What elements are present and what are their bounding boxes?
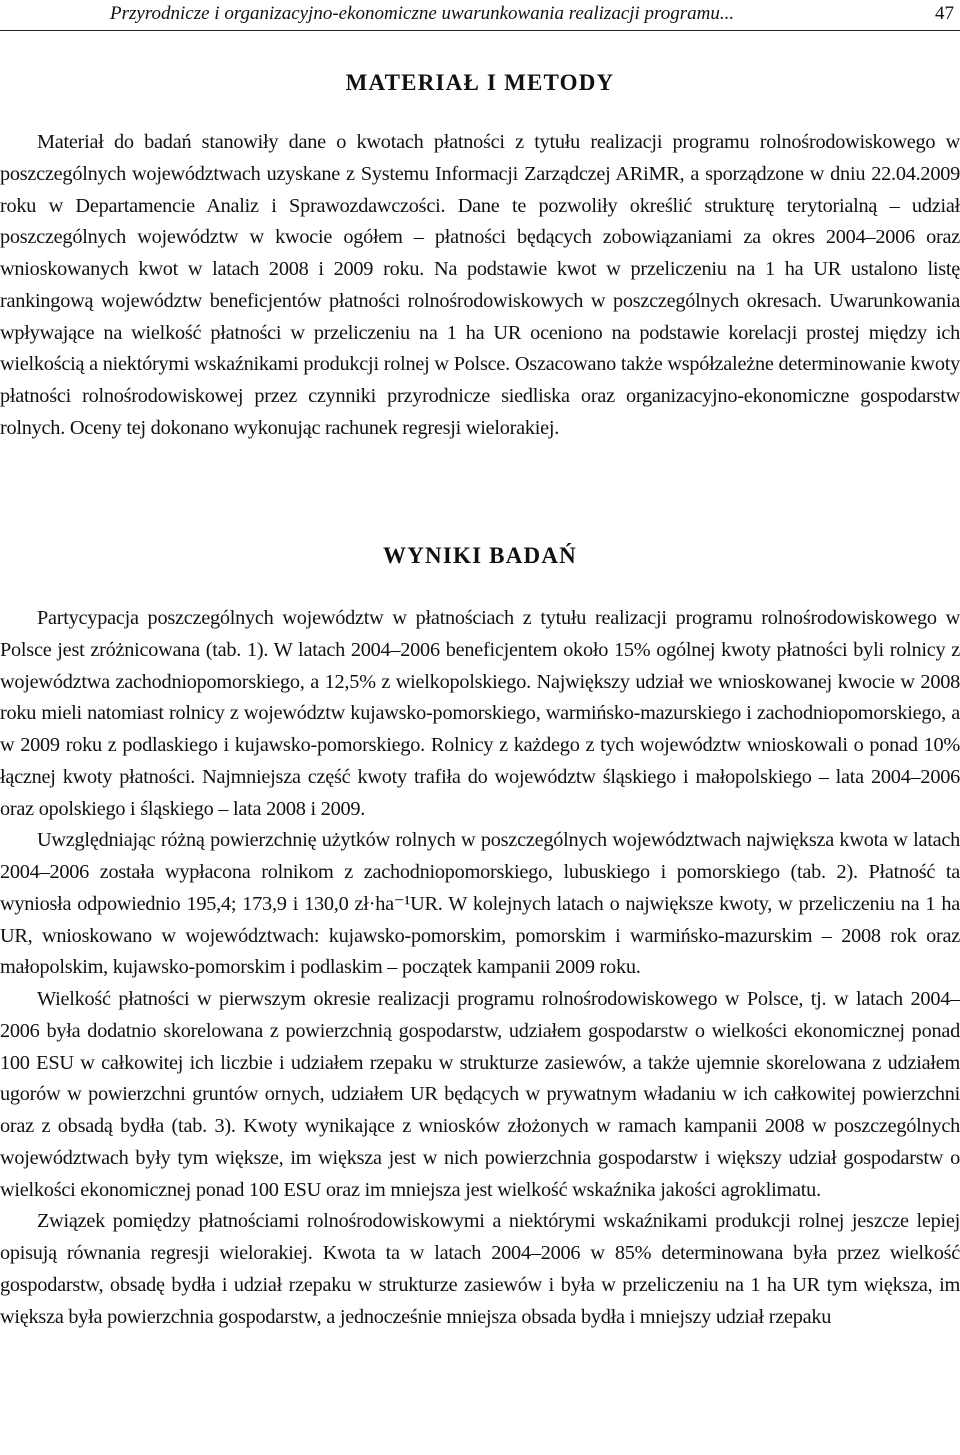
results-section-body xyxy=(0,603,960,1333)
section-heading-results: WYNIKI BADAŃ xyxy=(383,543,577,568)
methods-section-body xyxy=(0,127,960,445)
results-paragraph-1: Partycypacja poszczególnych województw w płatnościach z tytułu realizacji programu rolnośrodowiskowego w Polsce jest zróżnicowana (tab. 1). W latach 2004–2006 beneficjentem około 15% ogólnej kwoty płatności byli rolnicy z województwa zachodniopomorskiego, a 12,5% z wielkopolskiego. Największy udział we wnioskowanej kwocie w 2008 roku mieli natomiast rolnicy z województw kujawsko-pomorskiego, warmińsko-mazurskiego i zachodniopomorskiego, a w 2009 roku z podlaskiego i kujawsko-pomorskiego. Rolnicy z każdego z tych województw wnioskowali o ponad 10% łącznej kwoty płatności. Najmniejsza część kwoty trafiła do województw śląskiego i małopolskiego – lata 2004–2006 oraz opolskiego i śląskiego – lata 2008 i 2009. xyxy=(0,607,960,820)
section-heading-methods: MATERIAŁ I METODY xyxy=(345,70,615,95)
running-header xyxy=(0,0,960,31)
results-paragraph-3: Wielkość płatności w pierwszym okresie realizacji programu rolnośrodowiskowego w Polsce, tj. w latach 2004–2006 była dodatnio skorelowana z powierzchnią gospodarstw, udziałem gospodarstw o wielkości ekonomicznej ponad 100 ESU w całkowitej ich liczbie i udziałem rzepaku w strukturze zasiewów, a także ujemnie skorelowana z udziałem ugorów w powierzchni gruntów ornych, udziałem UR będących w prywatnym władaniu w ich całkowitej powierzchni oraz z obsadą bydła (tab. 3). Kwoty wynikające z wniosków złożonych w ramach kampanii 2008 w poszczególnych województwach były tym większe, im większa jest w nich powierzchnia gospodarstw i większy udział gospodarstw o wielkości ekonomicznej ponad 100 ESU oraz im mniejsza jest wielkość wskaźnika jakości agroklimatu. xyxy=(0,988,960,1201)
results-paragraph-2: Uwzględniając różną powierzchnię użytków rolnych w poszczególnych województwach największa kwota w latach 2004–2006 została wypłacona rolnikom z zachodniopomorskiego, lubuskiego i pomorskiego (tab. 2). Płatność ta wyniosła odpowiednio 195,4; 173,9 i 130,0 zł·ha⁻¹UR. W kolejnych latach o największe kwoty, w przeliczeniu na 1 ha UR, wnioskowano w województwach: kujawsko-pomorskim, pomorskim i warmińsko-mazurskim – 2008 rok oraz małopolskim, kujawsko-pomorskim i podlaskim – początek kampanii 2009 roku. xyxy=(0,829,960,979)
running-head-title: Przyrodnicze i organizacyjno-ekonomiczne uwarunkowania realizacji programu... xyxy=(110,3,735,24)
methods-paragraph-1: Materiał do badań stanowiły dane o kwotach płatności z tytułu realizacji programu rolnośrodowiskowego w poszczególnych województwach uzyskane z Systemu Informacji Zarządczej ARiMR, a sporządzone w dniu 22.04.2009 roku w Departamencie Analiz i Sprawozdawczości. Dane te pozwoliły określić strukturę terytorialną – udział poszczególnych województw w kwocie ogółem – płatności będących zobowiązaniami za okres 2004–2006 oraz wnioskowanych kwot w latach 2008 i 2009 roku. Na podstawie kwot w przeliczeniu na 1 ha UR ustalono listę rankingową województw beneficjentów płatności rolnośrodowiskowych w poszczególnych okresach. Uwarunkowania wpływające na wielkość płatności w przeliczeniu na 1 ha UR oceniono na podstawie korelacji prostej między ich wielkością a niektórymi wskaźnikami produkcji rolnej w Polsce. Oszacowano także współzależne determinowanie kwoty płatności rolnośrodowiskowej przez czynniki przyrodnicze siedliska oraz organizacyjno-ekonomiczne gospodarstw rolnych. Oceny tej dokonano wykonując rachunek regresji wielorakiej. xyxy=(0,131,960,439)
page-number: 47 xyxy=(935,3,954,24)
results-paragraph-4: Związek pomiędzy płatnościami rolnośrodowiskowymi a niektórymi wskaźnikami produkcji rolnej jeszcze lepiej opisują równania regresji wielorakiej. Kwota ta w latach 2004–2006 w 85% determinowana była przez wielkość gospodarstw, obsadę bydła i udział rzepaku w strukturze zasiewów i była w przeliczeniu na 1 ha UR tym większa, im większa była powierzchnia gospodarstw, a jednocześnie mniejsza obsada bydła i mniejszy udział rzepaku xyxy=(0,1210,960,1328)
